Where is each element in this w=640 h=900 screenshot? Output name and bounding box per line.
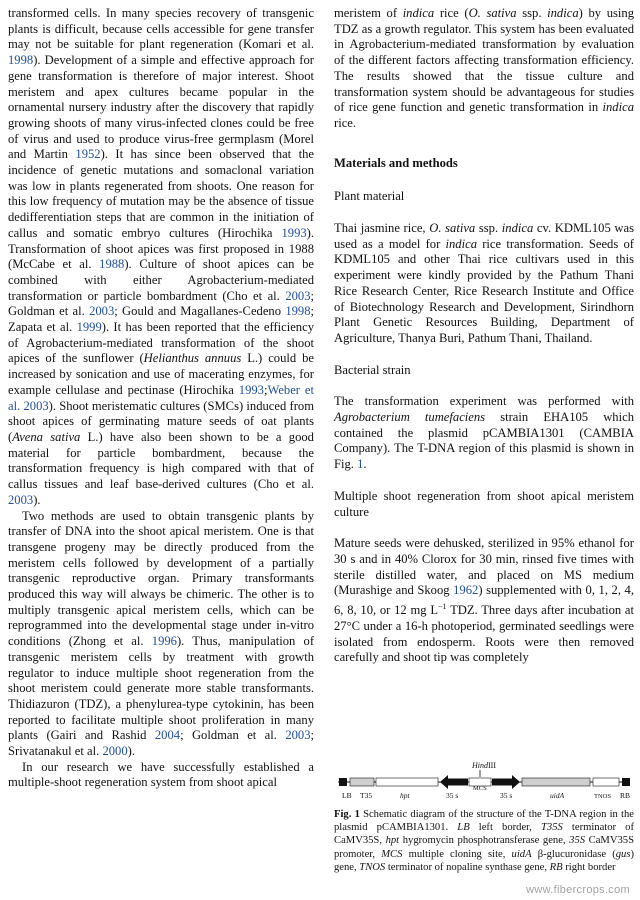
text-run: ; Goldman et al. [180, 728, 286, 743]
text-run: strain EHA105 which contained the plasmid pCAMBIA1301 (CAMBIA Company). The T-DNA region of this plasmid is shown in Fig. [334, 410, 634, 472]
35s-right-label: 35 s [500, 791, 513, 800]
left-column [8, 6, 314, 791]
text-run: gus [615, 848, 631, 860]
text-run: Agrobacterium tumefaciens [334, 410, 486, 425]
citation-link[interactable]: 2003 [285, 728, 311, 743]
text-run: ). Shoot meristematic cultures (SMCs) induced from shoot apices of germinating mature seeds of oat plants ( [8, 398, 314, 444]
text-run: Fig. 1 [334, 809, 360, 820]
citation-link[interactable]: 1952 [75, 147, 101, 162]
text-run: O. sativa [429, 221, 476, 236]
text-run: left border, [469, 822, 542, 834]
text-run: ; Gould and Magallanes-Cedeno [114, 304, 286, 319]
text-run: ). Development of a simple and effective approach for gene transformation is therefore of major interest. Shoot meristem and apex cultures became popular in the ornamental nursery industry after the discovery that rapidly growing shoots of many virus-infected clones could be free of virus and used to produce virus-free germplasm (Morel and Martin [8, 53, 314, 162]
text-run: Two methods are used to obtain transgenic plants by transfer of DNA into the shoot apical meristem. One is that transgene progeny may be directly produced from the meristem cells followed by development of a partially transgenic reproductive organ. Primary transformants produced this way will always be chimeric. The other is to multiply transgenic apical meristem cells, which can be reprogrammed into the developmental stage under in-vitro conditions (Zhong et al. [8, 508, 314, 649]
text-run: β-glucuronidase ( [531, 848, 616, 860]
citation-link[interactable]: 1998 [285, 304, 311, 319]
rb-label: RB [620, 791, 631, 800]
text-run: O. sativa [468, 6, 517, 20]
citation-link[interactable]: 1998 [8, 53, 34, 68]
text-run: indica [501, 221, 534, 236]
text-run: ). Culture of shoot apices can be combined with either Agrobacterium-mediated transformation or particle bombardment (Cho et al. [8, 257, 314, 303]
text-run: ). [33, 492, 41, 507]
body-paragraph [334, 221, 634, 347]
text-run: TDZ. Three days after incubation at 27°C under a 16-h photoperiod, germinated seedlings were isolated from endosperm. Roots were then removed carefully and shoot tip was completely [334, 603, 634, 665]
text-run: RB [549, 861, 563, 873]
text-run: Schematic diagram of the structure of the T-DNA region in the plasmid pCAMBIA1301. [334, 809, 634, 834]
text-run: Thai jasmine rice, [334, 221, 430, 236]
text-run: CaMV35S promoter, [334, 835, 634, 860]
text-run: ). Thus, manipulation of transgenic meristem cells by treatment with growth regulator to induce multiple shoot regeneration from the shoot meristem could generate more stable transformants. Thidiazuron (TDZ), a phenylurea-type cytokinin, has been reported to facilitate multiple shoot proliferation in many plants (Gairi and Rashid [8, 634, 315, 743]
lb-border-block [339, 778, 347, 786]
35s-left-label: 35 s [446, 791, 459, 800]
text-run: right border [562, 861, 616, 873]
text-run: ; Zapata et al. [8, 304, 314, 335]
citation-link[interactable]: 1999 [76, 320, 102, 335]
hpt-box [376, 778, 438, 786]
citation-link[interactable]: 1 [357, 457, 364, 472]
citation-link[interactable]: 2003 [89, 304, 115, 319]
text-run: L.) have also been shown to be a good material for particle bombardment, because the transformation frequency is high compared with that of callus tissues and leaf base-derived cultures (Cho et al. [8, 429, 314, 492]
text-run: multiple cloning site, [402, 848, 512, 860]
tnos-label: TNOS [594, 793, 611, 800]
mcs-label: MCS [473, 785, 487, 792]
text-run: terminator of nopaline synthase gene, [385, 861, 550, 873]
text-run: cv. KDML105 was used as a model for [334, 221, 634, 251]
body-paragraph [334, 394, 634, 473]
text-run: meristem of [334, 6, 403, 20]
text-run: transformed cells. In many species recovery of transgenic plants is difficult, because cells accessible for gene transfer may not be suitable for plant regeneration (Komari et al. [8, 6, 314, 52]
body-paragraph [334, 536, 634, 666]
uida-box [522, 778, 590, 786]
uida-label: uidA [550, 791, 565, 800]
text-run: Helianthus annuus [143, 351, 242, 366]
text-run: ; Srivatanakul et al. [8, 728, 314, 759]
watermark: www.fibercrops.com [526, 884, 630, 896]
lb-label: LB [342, 791, 352, 800]
citation-link[interactable]: 1962 [453, 583, 479, 598]
text-run: 35S [569, 835, 586, 847]
text-run: ; [263, 382, 268, 397]
text-run: . [363, 457, 367, 472]
text-run: rice. [334, 115, 357, 130]
citation-link[interactable]: 1996 [151, 634, 177, 649]
text-run: ssp. [516, 6, 548, 20]
text-run: indica [402, 6, 435, 20]
tnos-box [593, 778, 619, 786]
body-paragraph [8, 509, 314, 760]
text-run: rice ( [434, 6, 469, 20]
35s-promoter-left-arrow [440, 775, 468, 789]
text-run: terminator of CaMV35S, [334, 822, 634, 847]
citation-link[interactable]: 2003 [285, 288, 311, 303]
text-run: ) by using TDZ as a growth regulator. This system has been evaluated in Agrobacterium-mediated transformation by evaluation of the different factors affecting transformation efficiency. The results showed that the tissue culture and transformation system should be advantageous for studies of rice gene function and genetic transformation in [334, 6, 635, 115]
citation-link[interactable]: 1988 [99, 257, 125, 272]
t-dna-diagram [338, 760, 634, 802]
t35-label: T35 [360, 791, 373, 800]
text-run: TNOS [359, 861, 386, 873]
right-column [334, 6, 634, 666]
text-run: ) supplemented with 0, 1, 2, 4, 6, 8, 10, or 12 mg L [334, 583, 634, 618]
text-run: The transformation experiment was performed with [334, 394, 634, 409]
citation-link[interactable]: 1993 [238, 382, 264, 397]
text-run: T35S [541, 822, 563, 834]
text-run: In our research we have successfully established a multiple-shoot regeneration system from shoot apical [8, 759, 314, 790]
text-run: rice transformation. Seeds of KDML105 and other Thai rice cultivars used in this experiment were kindly provided by the Pathum Thani Rice Research Center, Rice Research Institute and Office of Biotechnology Research and Development, Sirindhorn Plant Genetic Resources Building, Department of Agriculture, Thanya Buri, Pathum Thani, Thailand. [334, 236, 634, 345]
body-paragraph [8, 6, 314, 509]
citation-link[interactable]: 2003 [8, 492, 34, 507]
hindiii-label: HindIII [472, 761, 496, 770]
text-run: ssp. [475, 221, 502, 236]
text-run: ; Goldman et al. [8, 288, 314, 319]
citation-link[interactable]: Weber et al. 2003 [8, 382, 314, 413]
text-run: indica [547, 6, 579, 20]
text-run: ). It has since been observed that the incidence of genetic mutations and somaclonal variation was low in plants regenerated from shoots. One reason for this low frequency of mutation may be the absence of tissue dedifferentiation steps that are common in the initiation of callus and somatic embryo cultures (Hirochika [8, 147, 314, 240]
rb-border-block [622, 778, 630, 786]
body-paragraph [8, 760, 314, 791]
body-paragraph [334, 6, 634, 132]
text-run: MCS [381, 848, 403, 860]
text-run: indica [445, 236, 477, 251]
t35-box [350, 778, 374, 786]
text-run: ). [127, 744, 135, 759]
figure-caption [334, 808, 634, 874]
text-run: ) gene, [334, 848, 634, 873]
text-run: hygromycin phosphotransferase gene, [399, 835, 570, 847]
text-run: ). Transformation of shoot apices was first proposed in 1988 (McCabe et al. [8, 225, 314, 272]
citation-link[interactable]: 2004 [154, 728, 181, 743]
text-run: indica [602, 100, 634, 115]
citation-link[interactable]: 2000 [102, 744, 128, 759]
text-run: −1 [438, 602, 447, 612]
35s-promoter-right-arrow [492, 775, 520, 789]
text-run: hpt [385, 835, 400, 847]
text-run: LB [457, 822, 470, 834]
text-run: uidA [511, 848, 532, 860]
citation-link[interactable]: 1993 [281, 225, 307, 240]
subsection-heading: Plant material [334, 189, 405, 204]
section-heading: Materials and methods [334, 155, 458, 170]
text-run: Mature seeds were dehusked, sterilized in 95% ethanol for 30 s and in 40% Clorox for 30 min, rinsed five times with sterile distilled water, and placed on MS medium (Murashige and Skoog [334, 536, 634, 598]
text-run: ). It has been reported that the efficiency of Agrobacterium-mediated transformation of the shoot apices of the sunflower ( [8, 320, 314, 366]
text-run: L.) could be increased by sonication and use of macerating enzymes, for example cellulase and pectinase (Hirochika [8, 351, 315, 397]
subsection-heading: Multiple shoot regeneration from shoot apical meristem culture [334, 488, 634, 519]
subsection-heading: Bacterial strain [334, 362, 411, 377]
text-run: Avena sativa [12, 429, 81, 444]
hpt-label: hpt [400, 791, 410, 800]
